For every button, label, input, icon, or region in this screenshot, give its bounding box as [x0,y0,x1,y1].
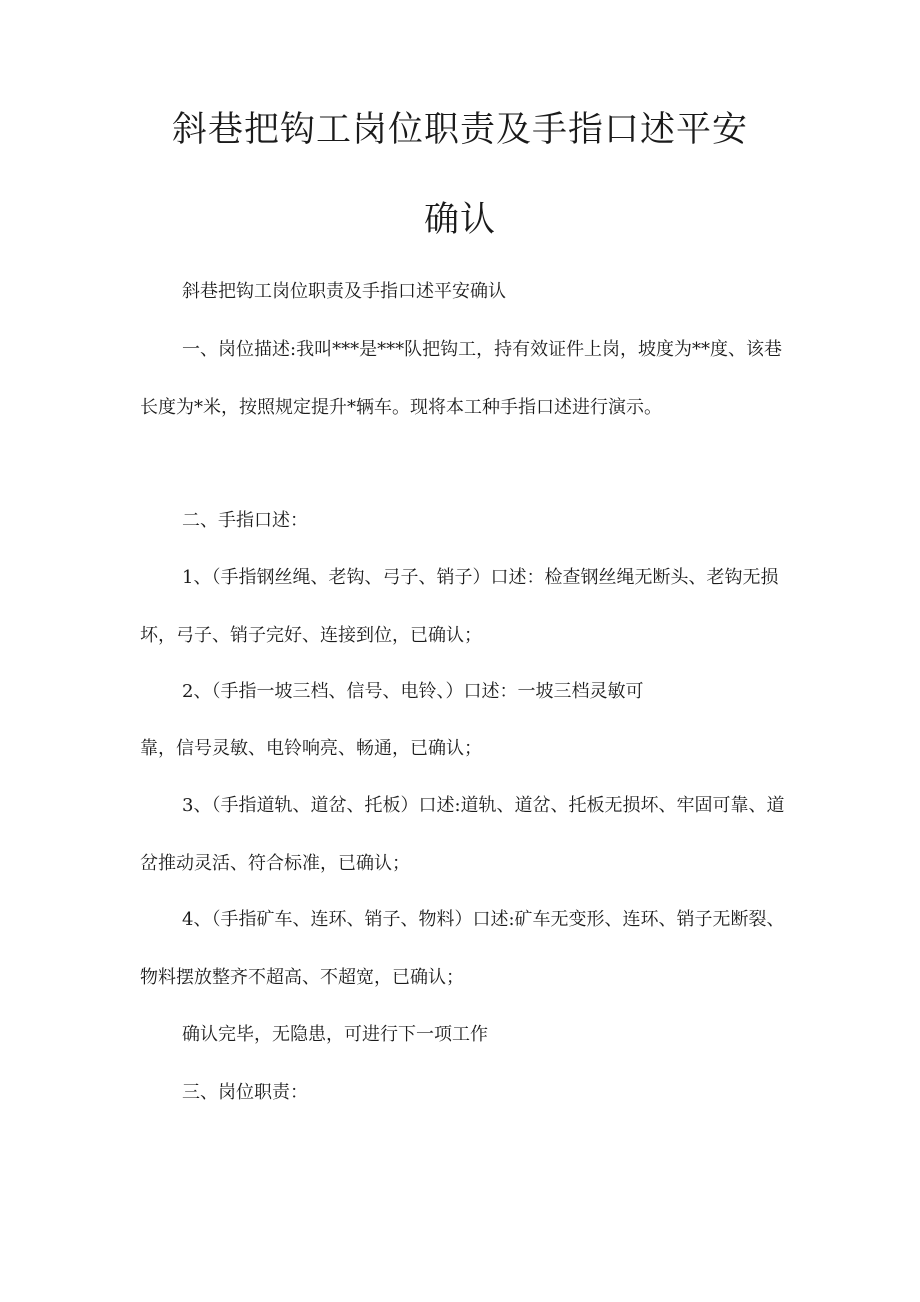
paragraph-item-2-line-1: 2、（手指一坡三档、信号、电铃、）口述：一坡三档灵敏可 [182,681,644,702]
paragraph-confirmation: 确认完毕，无隐患，可进行下一项工作 [182,1024,488,1045]
paragraph-job-description: 一、岗位描述:我叫***是***队把钩工，持有效证件上岗，坡度为**度、该巷长度为*米，按照规定提升*辆车。现将本工种手指口述进行演示。 [140,339,783,418]
paragraph-item-1: 1、（手指钢丝绳、老钩、弓子、销子）口述：检查钢丝绳无断头、老钩无损坏，弓子、销子完好、连接到位，已确认； [140,567,779,646]
document-subtitle: 斜巷把钩工岗位职责及手指口述平安确认 [182,281,506,302]
paragraph-section-three-heading: 三、岗位职责： [182,1082,308,1103]
document-title-line-2: 确认 [423,200,496,240]
document-title-line-1: 斜巷把钩工岗位职责及手指口述平安 [171,110,748,150]
paragraph-item-3: 3、（手指道轨、道岔、托板）口述:道轨、道岔、托板无损坏、牢固可靠、道岔推动灵活、符合标准，已确认； [140,795,785,874]
paragraph-item-4: 4、（手指矿车、连环、销子、物料）口述:矿车无变形、连环、销子无断裂、物料摆放整齐不超高、不超宽，已确认； [140,909,785,988]
paragraph-item-2-line-2: 靠，信号灵敏、电铃响亮、畅通，已确认； [140,738,482,759]
paragraph-section-two-heading: 二、手指口述： [182,510,308,531]
